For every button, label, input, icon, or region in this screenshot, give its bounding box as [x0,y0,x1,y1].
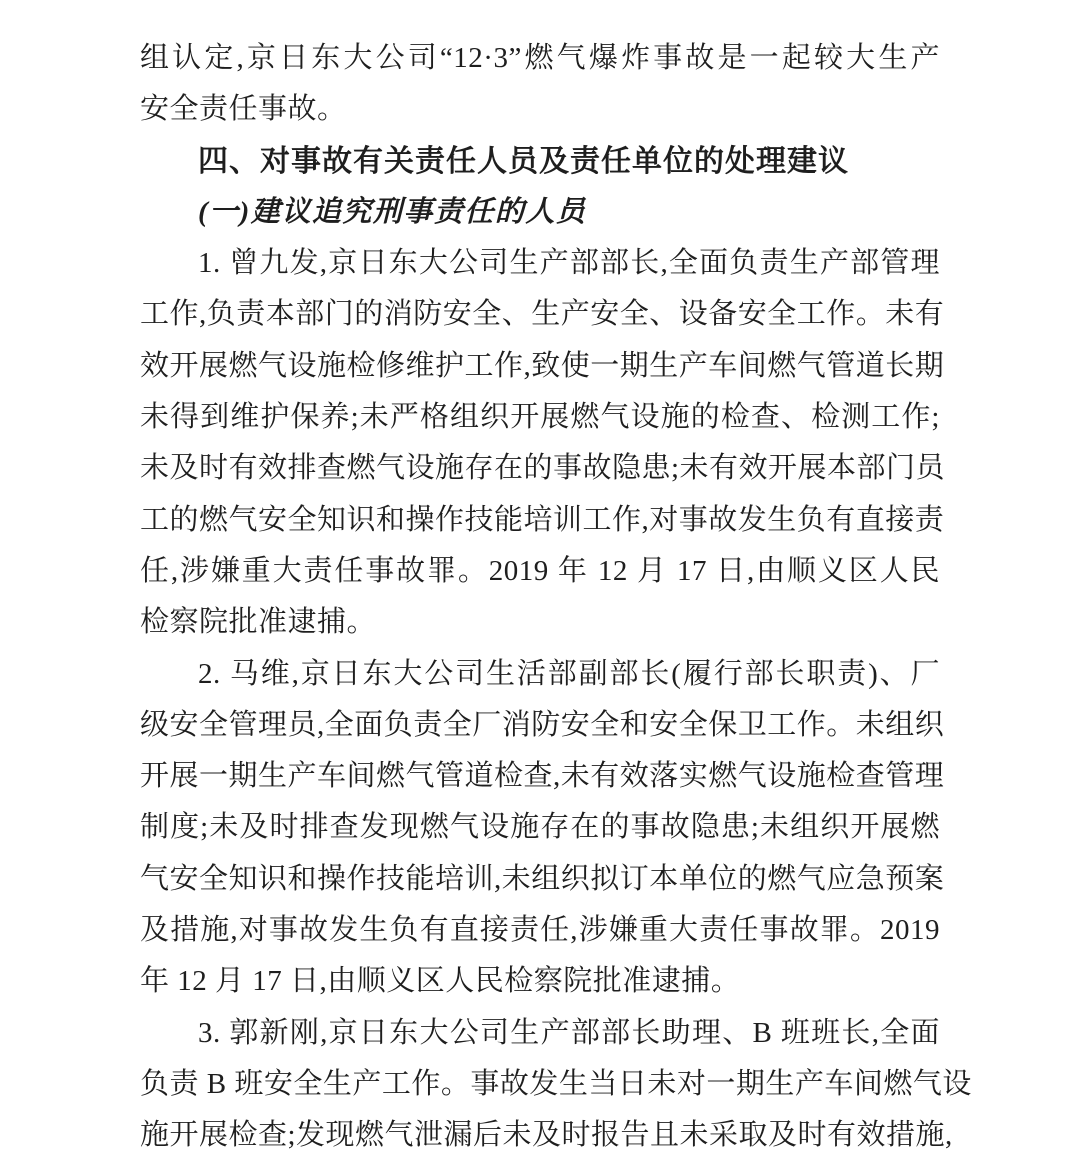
body-line: 工作,负责本部门的消防安全、生产安全、设备安全工作。未有 [140,298,945,331]
body-line: 气安全知识和操作技能培训,未组织拟订本单位的燃气应急预案 [140,862,945,895]
paragraph-first-line: 3. 郭新刚,京日东大公司生产部部长助理、B 班班长,全面 [198,1016,940,1049]
body-line: 效开展燃气设施检修维护工作,致使一期生产车间燃气管道长期 [140,349,945,382]
body-line: 检察院批准逮捕。 [140,606,377,639]
body-line: 工的燃气安全知识和操作技能培训工作,对事故发生负有直接责 [140,503,945,536]
body-line: 施开展检查;发现燃气泄漏后未及时报告且未采取及时有效措施, [140,1119,953,1152]
body-line: 年 12 月 17 日,由顺义区人民检察院批准逮捕。 [140,965,741,998]
body-line: 未得到维护保养;未严格组织开展燃气设施的检查、检测工作; [140,401,940,434]
body-line: 任,涉嫌重大责任事故罪。2019 年 12 月 17 日,由顺义区人民 [140,554,940,587]
body-line: 制度;未及时排查发现燃气设施存在的事故隐患;未组织开展燃 [140,811,940,844]
body-line: 未及时有效排查燃气设施存在的事故隐患;未有效开展本部门员 [140,452,946,485]
body-line: 负责 B 班安全生产工作。事故发生当日未对一期生产车间燃气设 [140,1067,972,1100]
body-line: 组认定,京日东大公司“12·3”燃气爆炸事故是一起较大生产 [140,42,940,74]
section-heading: 四、对事故有关责任人员及责任单位的处理建议 [198,144,849,178]
body-line: 级安全管理员,全面负责全厂消防安全和安全保卫工作。未组织 [140,708,945,741]
subsection-heading: (一)建议追究刑事责任的人员 [198,195,587,228]
body-line: 及措施,对事故发生负有直接责任,涉嫌重大责任事故罪。2019 [140,914,940,947]
body-line: 安全责任事故。 [140,93,347,126]
paragraph-first-line: 2. 马维,京日东大公司生活部副部长(履行部长职责)、厂 [198,657,940,690]
paragraph-first-line: 1. 曾九发,京日东大公司生产部部长,全面负责生产部管理 [198,247,940,280]
body-line: 开展一期生产车间燃气管道检查,未有效落实燃气设施检查管理 [140,760,945,793]
